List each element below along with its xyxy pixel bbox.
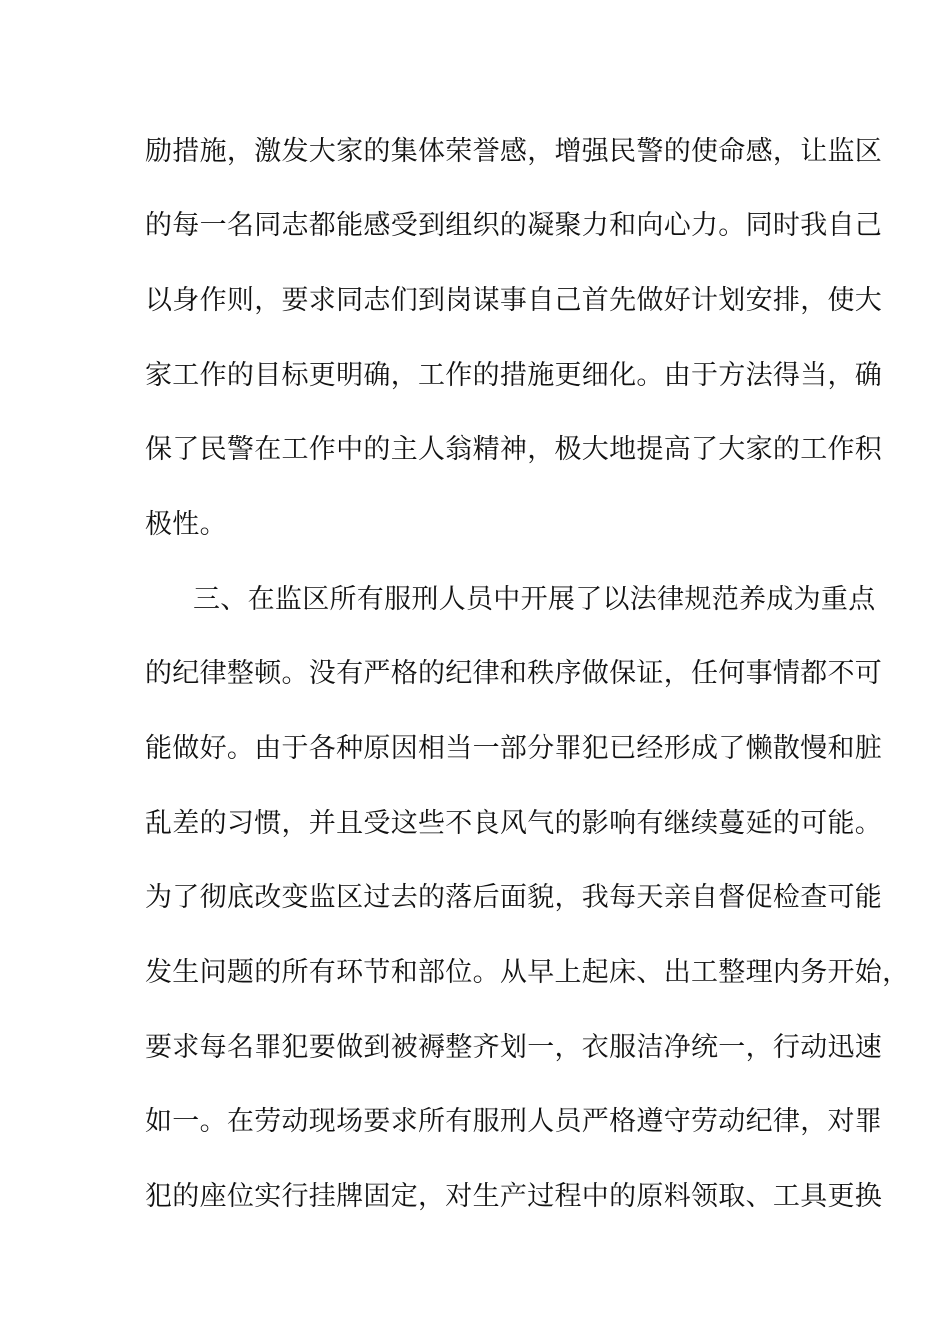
paragraph-line-2: 的每一名同志都能感受到组织的凝聚力和向心力。同时我自己 — [145, 210, 883, 241]
paragraph-line-4: 家工作的目标更明确，工作的措施更细化。由于方法得当，确 — [145, 360, 883, 391]
paragraph-line-11: 为了彻底改变监区过去的落后面貌，我每天亲自督促检查可能 — [145, 882, 883, 913]
paragraph-line-14: 如一。在劳动现场要求所有服刑人员严格遵守劳动纪律，对罪 — [145, 1106, 883, 1137]
paragraph-line-10: 乱差的习惯，并且受这些不良风气的影响有继续蔓延的可能。 — [145, 808, 883, 839]
paragraph-line-8: 的纪律整顿。没有严格的纪律和秩序做保证，任何事情都不可 — [145, 658, 883, 689]
paragraph-line-3: 以身作则，要求同志们到岗谋事自己首先做好计划安排，使大 — [145, 285, 883, 316]
paragraph-line-6: 极性。 — [145, 509, 227, 540]
paragraph-line-12: 发生问题的所有环节和部位。从早上起床、出工整理内务开始， — [145, 957, 910, 988]
paragraph-line-5: 保了民警在工作中的主人翁精神，极大地提高了大家的工作积 — [145, 434, 883, 465]
paragraph-line-13: 要求每名罪犯要做到被褥整齐划一，衣服洁净统一，行动迅速 — [145, 1032, 883, 1063]
paragraph-line-1: 励措施，激发大家的集体荣誉感，增强民警的使命感，让监区 — [145, 136, 883, 167]
paragraph-line-15: 犯的座位实行挂牌固定，对生产过程中的原料领取、工具更换 — [145, 1181, 883, 1212]
paragraph-line-9: 能做好。由于各种原因相当一部分罪犯已经形成了懒散慢和脏 — [145, 733, 883, 764]
section-three-first-line: 三、在监区所有服刑人员中开展了以法律规范养成为重点 — [193, 584, 876, 615]
